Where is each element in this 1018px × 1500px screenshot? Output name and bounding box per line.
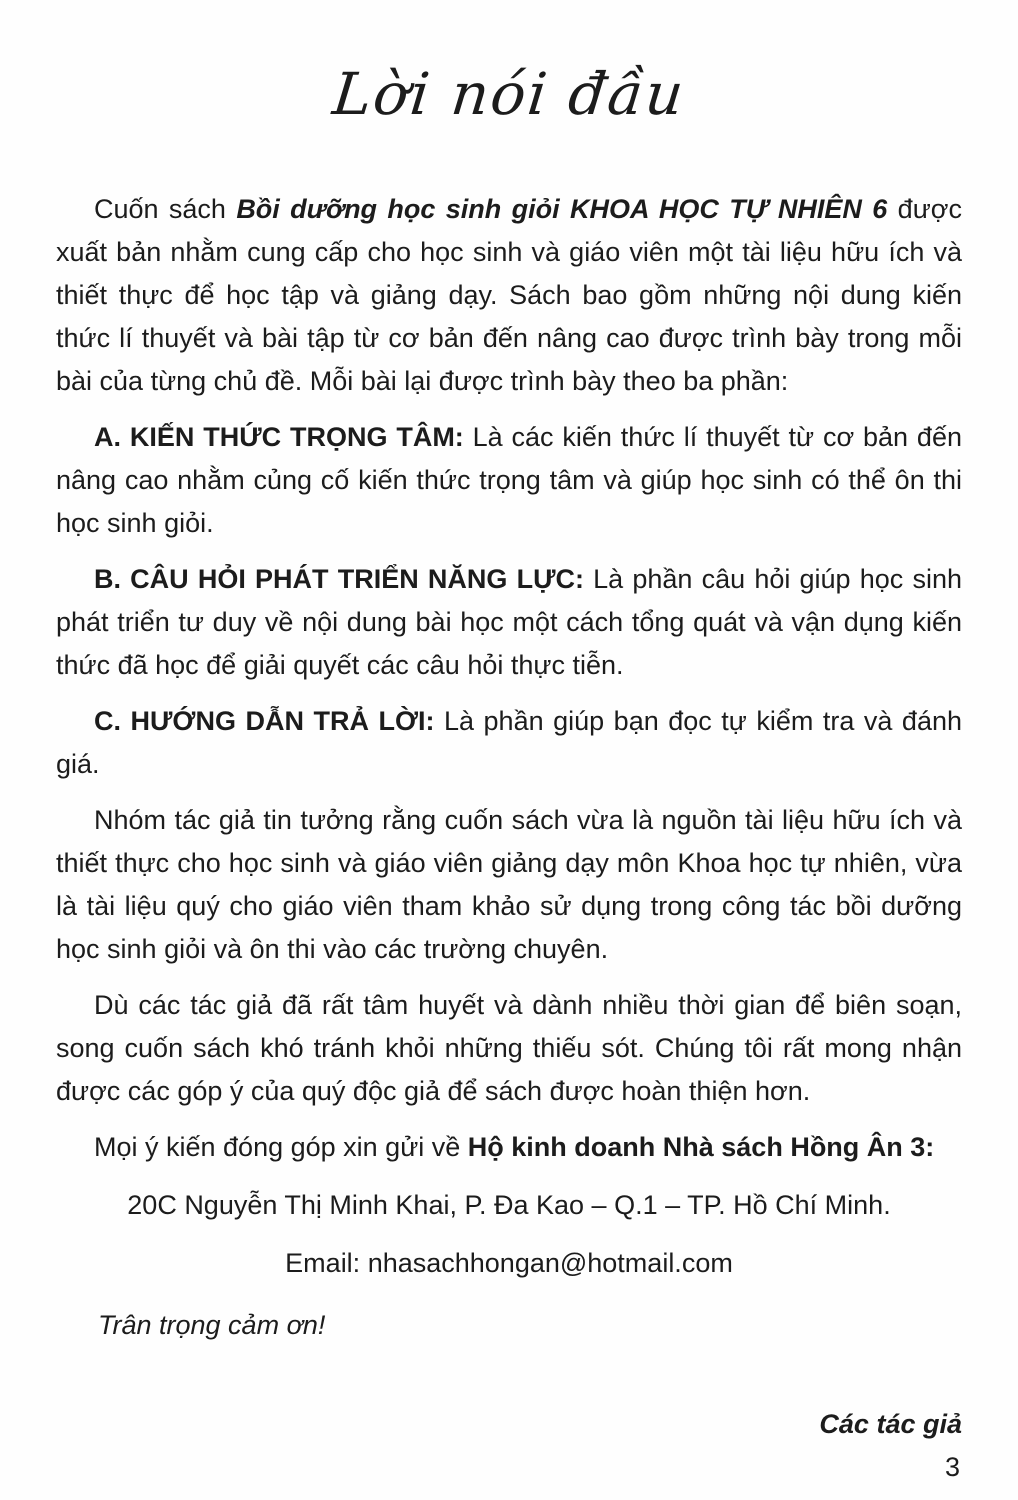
apology-paragraph: Dù các tác giả đã rất tâm huyết và dành nhiều thời gian để biên soạn, song cuốn sách khó tránh khỏi những thiếu sót. Chúng tôi rất mong nhận được các góp ý của quý độc giả để sách được hoàn thiện hơn. <box>56 989 962 1106</box>
intro-lead: Cuốn sách <box>94 193 237 224</box>
confidence-paragraph: Nhóm tác giả tin tưởng rằng cuốn sách vừa là nguồn tài liệu hữu ích và thiết thực cho học sinh và giáo viên giảng dạy môn Khoa học tự nhiên, vừa là tài liệu quý cho giáo viên tham khảo sử dụng trong công tác bồi dưỡng học sinh giỏi và ôn thi vào các trường chuyên. <box>56 804 962 964</box>
section-b-paragraph <box>56 558 962 687</box>
authors-signature: Các tác giả <box>819 1408 962 1439</box>
intro-paragraph <box>56 188 962 403</box>
book-title: Bồi dưỡng học sinh giỏi KHOA HỌC TỰ NHIÊN 6 <box>236 193 888 224</box>
section-c-heading: C. HƯỚNG DẪN TRẢ LỜI: <box>94 705 435 736</box>
publisher-email: Email: nhasachhongan@hotmail.com <box>285 1247 733 1278</box>
page-title: Lời nói đầu <box>329 60 689 128</box>
feedback-lead: Mọi ý kiến đóng góp xin gửi về <box>94 1131 468 1162</box>
section-a-heading: A. KIẾN THỨC TRỌNG TÂM: <box>94 421 464 452</box>
section-c-paragraph <box>56 700 962 786</box>
section-a-text: Là các kiến thức lí thuyết từ cơ bản đến nâng cao nhằm củng cố kiến thức trọng tâm và giúp học sinh có thể ôn thi học sinh giỏi. <box>56 421 962 538</box>
intro-rest: được xuất bản nhằm cung cấp cho học sinh và giáo viên một tài liệu hữu ích và thiết thực để học tập và giảng dạy. Sách bao gồm những nội dung kiến thức lí thuyết và bài tập từ cơ bản đến nâng cao được trình bày trong mỗi bài của từng chủ đề. Mỗi bài lại được trình bày theo ba phần: <box>56 193 962 396</box>
section-c-text: Là phần giúp bạn đọc tự kiểm tra và đánh giá. <box>56 705 962 779</box>
section-b-text: Là phần câu hỏi giúp học sinh phát triển tư duy về nội dung bài học một cách tổng quát và vận dụng kiến thức đã học để giải quyết các câu hỏi thực tiễn. <box>56 563 963 680</box>
section-a-paragraph <box>56 416 962 545</box>
page-number: 3 <box>944 1451 960 1482</box>
publisher-name: Hộ kinh doanh Nhà sách Hồng Ân 3: <box>467 1131 935 1162</box>
publisher-address: 20C Nguyễn Thị Minh Khai, P. Đa Kao – Q.1 – TP. Hồ Chí Minh. <box>127 1189 891 1220</box>
feedback-paragraph <box>56 1126 962 1169</box>
section-b-heading: B. CÂU HỎI PHÁT TRIỂN NĂNG LỰC: <box>94 563 584 594</box>
thanks-line: Trân trọng cảm ơn! <box>98 1309 326 1340</box>
